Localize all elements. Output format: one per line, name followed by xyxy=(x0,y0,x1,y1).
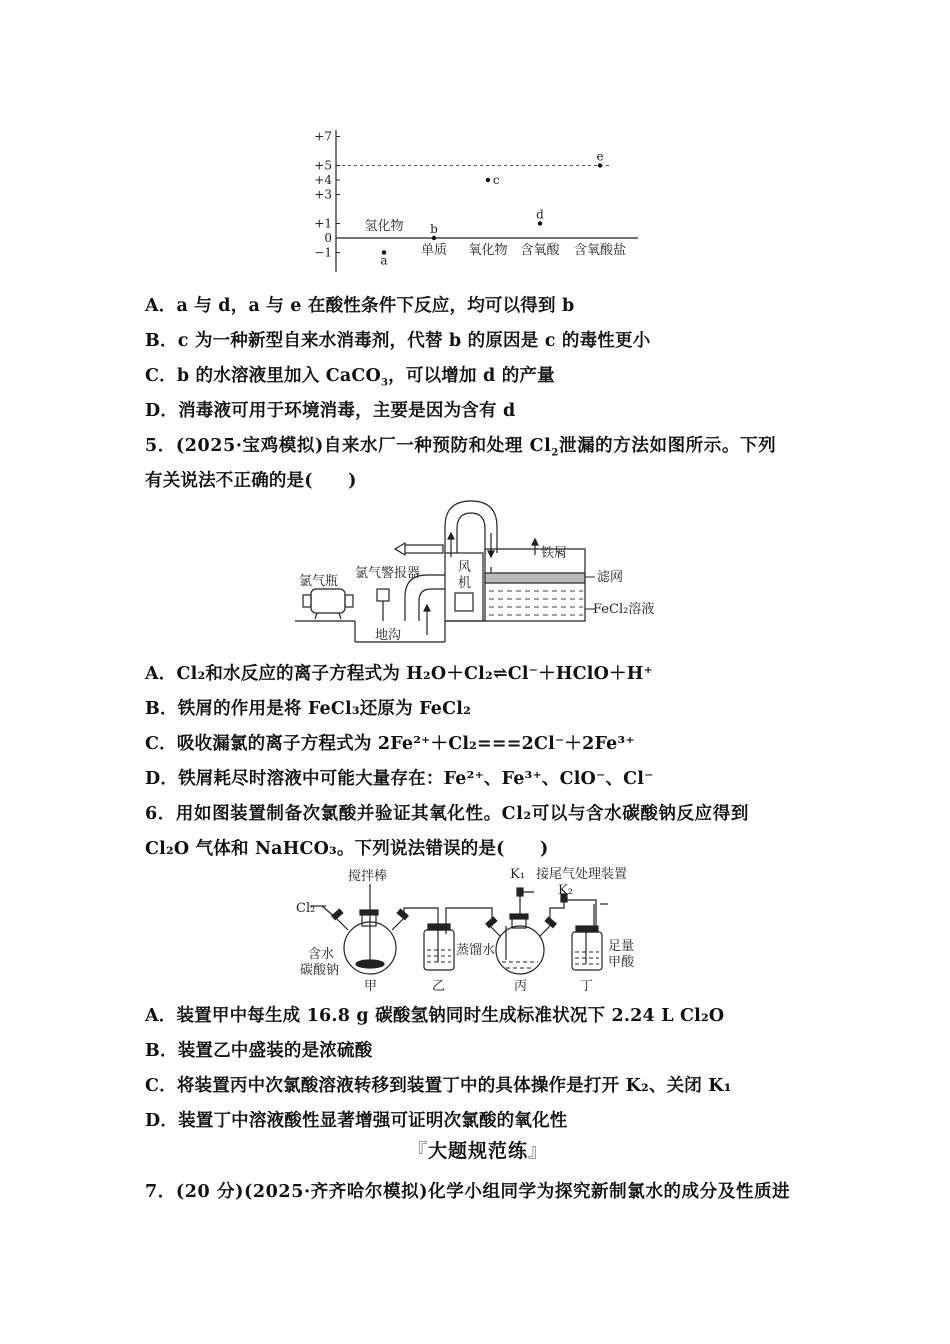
y-tick-label: +7 xyxy=(314,129,332,144)
y-tick-label: 0 xyxy=(324,231,332,245)
label-alarm: 氯气警报器 xyxy=(355,566,421,581)
q4-option-c xyxy=(145,362,555,387)
section-bracket-left: 『 xyxy=(408,1140,429,1162)
point-label-c: c xyxy=(493,173,500,187)
label-stirrer: 搅拌棒 xyxy=(348,869,388,884)
label-bottle: 氯气瓶 xyxy=(299,574,339,589)
y-tick-label: −1 xyxy=(314,245,332,260)
label-fan-1: 风 xyxy=(458,560,472,575)
tank xyxy=(483,539,585,621)
q6-stem-line1: 6．用如图装置制备次氯酸并验证其氧化性。Cl₂可以与含水碳酸钠反应得到 xyxy=(145,804,749,824)
exhaust-arrow xyxy=(395,543,443,555)
q4-option-d: D．消毒液可用于环境消毒，主要是因为含有 d xyxy=(145,401,516,421)
chlorine-leak-figure xyxy=(295,497,675,647)
q6-option-c: C．将装置丙中次氯酸溶液转移到装置丁中的具体操作是打开 K₂、关闭 K₁ xyxy=(145,1076,732,1096)
solution-dashes xyxy=(489,591,583,615)
bottle-yi xyxy=(424,924,454,970)
q5-option-d: D．铁屑耗尽时溶液中可能大量存在：Fe²⁺、Fe³⁺、ClO⁻、Cl⁻ xyxy=(145,769,654,789)
point-c xyxy=(486,178,490,182)
label-na2co3-1: 含水 xyxy=(308,947,335,962)
q5-stem-post: 泄漏的方法如图所示。下列 xyxy=(558,436,777,456)
flask-jia xyxy=(332,884,408,974)
y-tick-label: +4 xyxy=(314,173,332,187)
label-ding: 丁 xyxy=(580,979,594,994)
q5-stem-line2: 有关说法不正确的是( ) xyxy=(145,471,357,491)
chlorine-cylinder-icon xyxy=(303,589,353,619)
q4-option-c-pre: C．b 的水溶液里加入 CaCO xyxy=(145,366,381,386)
label-k2: K₂ xyxy=(558,883,573,898)
point-label-e: e xyxy=(596,149,604,164)
label-acid-2: 甲酸 xyxy=(608,955,635,970)
hydride-label: 氢化物 xyxy=(364,219,404,234)
y-tick-label: +5 xyxy=(314,158,332,173)
q5-option-b: B．铁屑的作用是将 FeCl₃还原为 FeCl₂ xyxy=(145,699,471,719)
x-category-label: 单质 xyxy=(420,243,448,258)
point-b xyxy=(432,236,436,240)
label-iron: 铁屑 xyxy=(541,546,568,561)
q5-stem-line1 xyxy=(145,432,776,457)
point-d xyxy=(538,221,542,225)
section-heading xyxy=(408,1136,548,1163)
label-k1: K₁ xyxy=(510,867,525,882)
point-e xyxy=(598,163,602,167)
label-trench: 地沟 xyxy=(375,628,402,643)
section-bracket-right: 』 xyxy=(528,1140,549,1162)
bottle-ding xyxy=(572,904,608,970)
hclo-apparatus-figure xyxy=(296,864,666,994)
label-filter: 滤网 xyxy=(597,570,624,585)
q7-stem-line1: 7．(20 分)(2025·齐齐哈尔模拟)化学小组同学为探究新制氯水的成分及性质进 xyxy=(145,1182,791,1202)
q5-stem-pre: 5．(2025·宝鸡模拟)自来水厂一种预防和处理 Cl xyxy=(145,436,552,456)
label-na2co3-2: 碳酸钠 xyxy=(300,963,340,978)
q4-option-a: A．a 与 d，a 与 e 在酸性条件下反应，均可以得到 b xyxy=(145,296,575,316)
x-category-label: 含氧酸盐 xyxy=(573,243,627,258)
q5-option-a: A．Cl₂和水反应的离子方程式为 H₂O＋Cl₂⇌Cl⁻＋HClO＋H⁺ xyxy=(145,664,653,684)
label-water: 蒸馏水 xyxy=(456,943,496,958)
alarm-icon xyxy=(377,589,389,621)
y-tick-label: +3 xyxy=(314,187,332,202)
valence-chart xyxy=(300,124,650,274)
label-solution: FeCl₂溶液 xyxy=(593,602,655,617)
q6-option-b: B．装置乙中盛装的是浓硫酸 xyxy=(145,1041,373,1061)
label-acid-1: 足量 xyxy=(608,939,635,954)
q6-stem-line2: Cl₂O 气体和 NaHCO₃。下列说法错误的是( ) xyxy=(145,839,549,859)
x-category-label: 含氧酸 xyxy=(520,243,560,258)
q6-option-d: D．装置丁中溶液酸性显著增强可证明次氯酸的氧化性 xyxy=(145,1111,568,1131)
flask-bing xyxy=(486,914,556,974)
q4-option-b: B．c 为一种新型自来水消毒剂，代替 b 的原因是 c 的毒性更小 xyxy=(145,331,651,351)
q4-option-c-sub: 3 xyxy=(381,377,389,389)
label-bing: 丙 xyxy=(514,979,528,994)
x-category-label: 氧化物 xyxy=(468,243,508,258)
label-tail: 接尾气处理装置 xyxy=(536,867,628,882)
point-label-b: b xyxy=(430,222,438,236)
label-yi: 乙 xyxy=(432,979,446,994)
q6-option-a: A．装置甲中每生成 16.8 g 碳酸氢钠同时生成标准状况下 2.24 L Cl₂O xyxy=(145,1006,725,1026)
label-cl2: Cl₂ xyxy=(296,901,316,916)
point-label-a: a xyxy=(380,253,388,268)
q5-stem-sub: 2 xyxy=(551,447,559,459)
section-title: 大题规范练 xyxy=(428,1140,529,1162)
point-label-d: d xyxy=(536,207,544,222)
q5-option-c: C．吸收漏氯的离子方程式为 2Fe²⁺＋Cl₂===2Cl⁻＋2Fe³⁺ xyxy=(145,734,635,754)
y-tick-label: +1 xyxy=(314,216,332,231)
q4-option-c-post: ，可以增加 d 的产量 xyxy=(388,366,555,386)
label-jia: 甲 xyxy=(364,979,378,994)
label-fan-2: 机 xyxy=(458,576,472,591)
